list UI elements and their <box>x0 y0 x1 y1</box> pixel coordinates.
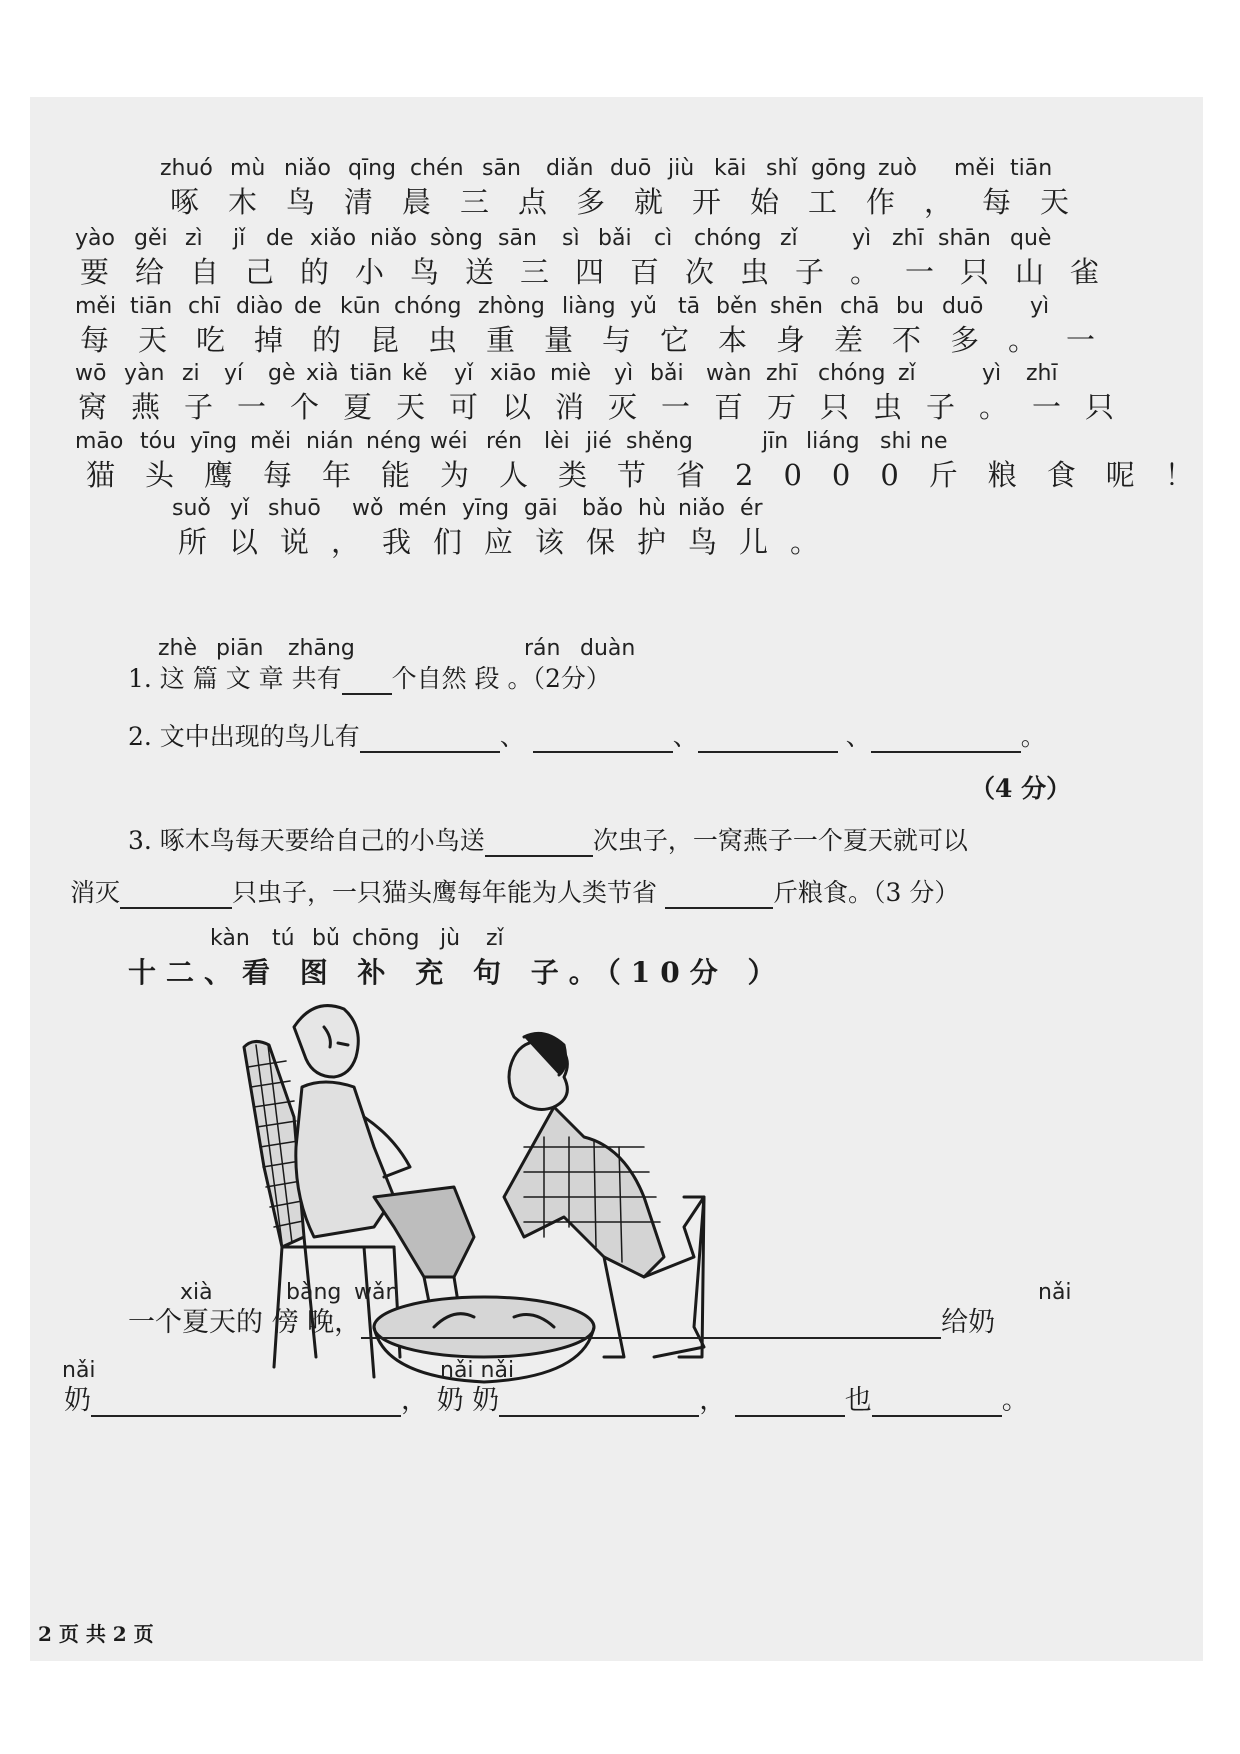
pinyin: sì <box>562 226 580 251</box>
pinyin: qīng <box>348 156 396 181</box>
pinyin: wǎn <box>354 1280 400 1305</box>
pinyin: shuō <box>268 496 321 521</box>
q2-separator: 、 <box>672 722 698 751</box>
pinyin: duō <box>610 156 652 181</box>
pinyin: xià <box>180 1280 213 1305</box>
passage-line-1: 啄木鸟清晨三点多就开始工作，每天 <box>170 185 1099 219</box>
pinyin: niǎo <box>284 156 331 181</box>
pinyin: piān <box>216 636 264 661</box>
pinyin: tā <box>678 294 701 319</box>
q1-blank[interactable] <box>342 667 392 695</box>
pinyin: mù <box>230 156 266 181</box>
pinyin: de <box>266 226 294 251</box>
pinyin: yào <box>75 226 115 251</box>
pinyin: jǐ <box>233 226 246 251</box>
pinyin: yàn <box>124 361 165 386</box>
fill-blank-4[interactable] <box>735 1389 845 1417</box>
q2-blank-1[interactable] <box>360 725 500 753</box>
pinyin: wō <box>75 361 107 386</box>
pinyin: chōng <box>352 926 420 951</box>
q2-blank-2[interactable] <box>533 725 673 753</box>
pinyin: chā <box>840 294 880 319</box>
pinyin: sān <box>498 226 537 251</box>
pinyin: xiǎo <box>310 226 357 251</box>
pinyin: chóng <box>818 361 886 386</box>
pinyin: jié <box>586 429 612 454</box>
q2-blank-4[interactable] <box>871 725 1021 753</box>
q1-pinyin <box>30 637 1203 661</box>
pinyin: gè <box>268 361 296 386</box>
pinyin: diǎn <box>546 156 594 181</box>
pinyin: bǎi <box>650 361 684 386</box>
passage-line-4: 窝燕子一个夏天可以消灭一百万只虫子。一只 <box>78 390 1139 424</box>
q2-separator: 、 <box>845 722 871 751</box>
pinyin-line-1 <box>30 157 1203 181</box>
pinyin: kě <box>402 361 428 386</box>
pinyin: niǎo <box>678 496 725 521</box>
pinyin: běn <box>716 294 758 319</box>
pinyin: zǐ <box>486 926 504 951</box>
pinyin: zhī <box>1026 361 1058 386</box>
pinyin: měi <box>250 429 292 454</box>
pinyin: nǎi nǎi <box>440 1358 515 1383</box>
pinyin: zhī <box>766 361 798 386</box>
pinyin: duàn <box>580 636 636 661</box>
pinyin: māo <box>75 429 124 454</box>
pinyin: yīng <box>190 429 238 454</box>
pinyin: què <box>1010 226 1052 251</box>
fill-sentence-line-2 <box>64 1385 1029 1417</box>
pinyin: lèi <box>544 429 570 454</box>
grandma-foot-wash-illustration <box>224 997 784 1417</box>
q3-blank-1[interactable] <box>485 829 593 857</box>
pinyin: zhè <box>158 636 198 661</box>
pinyin: liáng <box>806 429 860 454</box>
fill-blank-1[interactable] <box>361 1311 941 1339</box>
pinyin-line-5 <box>30 430 1203 454</box>
pinyin: duō <box>942 294 984 319</box>
question-3-line-1 <box>128 825 968 857</box>
pinyin-line-3 <box>30 295 1203 319</box>
pinyin: de <box>294 294 322 319</box>
fill-pinyin-2 <box>30 1359 1203 1383</box>
q3-text: 只虫子，一只猫头鹰每年能为人类节省 <box>232 878 658 907</box>
worksheet-page <box>30 97 1224 1661</box>
q3-text: 次虫子，一窝燕子一个夏天就可以 <box>592 826 968 855</box>
q1-text: 1. 这 篇 文 章 共有 <box>128 664 342 693</box>
pinyin: ne <box>920 429 948 454</box>
fill-blank-5[interactable] <box>872 1389 1002 1417</box>
pinyin: gěi <box>134 226 168 251</box>
fill-text: 也 <box>844 1385 872 1416</box>
q3-text: 3. 啄木鸟每天要给自己的小鸟送 <box>128 826 485 855</box>
pinyin: niǎo <box>370 226 417 251</box>
pinyin: jiù <box>668 156 695 181</box>
question-1 <box>128 663 611 695</box>
pinyin: chén <box>410 156 464 181</box>
pinyin: gāi <box>524 496 558 521</box>
q2-end: 。 <box>1020 722 1046 751</box>
pinyin: wéi <box>430 429 468 454</box>
pinyin: bàng <box>286 1280 342 1305</box>
fill-blank-3[interactable] <box>499 1389 699 1417</box>
fill-text: ， <box>401 1385 428 1416</box>
pinyin: zì <box>185 226 203 251</box>
pinyin: yí <box>224 361 244 386</box>
page-footer: 2 页 共 2 页 <box>38 1622 154 1646</box>
q1-text-end: 个自然 段 。（2分） <box>391 664 611 693</box>
fill-text: 给奶 <box>941 1307 996 1338</box>
pinyin: xià <box>306 361 339 386</box>
pinyin: yǔ <box>630 294 657 319</box>
pinyin: miè <box>550 361 592 386</box>
pinyin: yǐ <box>454 361 474 386</box>
pinyin: yì <box>1030 294 1050 319</box>
fill-text: 奶 奶 <box>436 1385 500 1416</box>
fill-text: 一个夏天的 傍 晚， <box>128 1307 362 1338</box>
pinyin: wàn <box>706 361 752 386</box>
pinyin: sòng <box>430 226 483 251</box>
pinyin-line-6 <box>30 497 1203 521</box>
passage-line-3: 每天吃掉的昆虫重量与它本身差不多。一 <box>80 323 1125 357</box>
pinyin: yīng <box>462 496 510 521</box>
pinyin: sān <box>482 156 521 181</box>
pinyin: měi <box>954 156 996 181</box>
pinyin: měi <box>75 294 117 319</box>
pinyin: zhī <box>892 226 924 251</box>
section-12-title: 十二、看 图 补 充 句 子。（10分 ） <box>128 956 786 989</box>
pinyin: shěng <box>626 429 693 454</box>
fill-blank-2[interactable] <box>91 1389 401 1417</box>
pinyin: zuò <box>878 156 917 181</box>
fill-text: ， <box>699 1385 727 1416</box>
q3-text-end: 斤粮食。（3 分） <box>772 878 960 907</box>
pinyin: shēn <box>770 294 823 319</box>
fill-pinyin-1 <box>30 1281 1203 1305</box>
pinyin: yì <box>982 361 1002 386</box>
pinyin: zhòng <box>478 294 545 319</box>
pinyin: nián <box>306 429 354 454</box>
pinyin: nǎi <box>62 1358 96 1383</box>
pinyin: yì <box>852 226 872 251</box>
pinyin: suǒ <box>172 496 211 521</box>
pinyin: gōng <box>811 156 867 181</box>
pinyin: mén <box>398 496 447 521</box>
pinyin: ér <box>740 496 763 521</box>
pinyin: chī <box>188 294 221 319</box>
pinyin: shi <box>880 429 912 454</box>
fill-text: 。 <box>1001 1385 1029 1416</box>
q2-blank-3[interactable] <box>698 725 838 753</box>
pinyin: yì <box>614 361 634 386</box>
passage-line-5: 猫头鹰每年能为人类节省2000斤粮食呢！ <box>86 458 1224 492</box>
passage-line-6: 所以说，我们应该保护鸟儿。 <box>178 525 842 559</box>
fill-text: 奶 <box>64 1385 91 1416</box>
pinyin: zǐ <box>898 361 916 386</box>
pinyin: xiāo <box>490 361 537 386</box>
pinyin: zhuó <box>160 156 213 181</box>
pinyin: kàn <box>210 926 250 951</box>
pinyin: tóu <box>140 429 177 454</box>
question-2 <box>128 721 1046 753</box>
q3-blank-2[interactable] <box>120 881 232 909</box>
pinyin: chóng <box>694 226 762 251</box>
pinyin: shǐ <box>766 156 798 181</box>
pinyin: rén <box>486 429 523 454</box>
pinyin: tiān <box>130 294 173 319</box>
fill-sentence-line-1 <box>128 1307 995 1339</box>
pinyin: wǒ <box>352 496 384 521</box>
pinyin: cì <box>654 226 673 251</box>
passage-line-2: 要给自己的小鸟送三四百次虫子。一只山雀 <box>80 255 1126 289</box>
pinyin-line-4 <box>30 362 1203 386</box>
pinyin: bǎi <box>598 226 632 251</box>
pinyin: zi <box>182 361 200 386</box>
pinyin: tiān <box>1010 156 1053 181</box>
pinyin: kāi <box>714 156 747 181</box>
pinyin: jù <box>440 926 461 951</box>
question-3-line-2 <box>70 877 959 909</box>
pinyin: néng <box>366 429 422 454</box>
q2-score: （4 分） <box>970 774 1072 803</box>
pinyin: chóng <box>394 294 462 319</box>
pinyin: liàng <box>562 294 616 319</box>
pinyin: rán <box>524 636 561 661</box>
q3-blank-3[interactable] <box>665 881 773 909</box>
pinyin: shān <box>938 226 991 251</box>
q3-text: 消灭 <box>70 878 121 907</box>
pinyin: bǎo <box>582 496 623 521</box>
pinyin: zhāng <box>288 636 355 661</box>
pinyin: jīn <box>762 429 789 454</box>
pinyin: hù <box>638 496 666 521</box>
pinyin: diào <box>236 294 284 319</box>
pinyin: tú <box>272 926 295 951</box>
section12-pinyin <box>30 927 1203 951</box>
pinyin-line-2 <box>30 227 1203 251</box>
pinyin: nǎi <box>1038 1280 1072 1305</box>
pinyin: yǐ <box>230 496 250 521</box>
q2-text: 2. 文中出现的鸟儿有 <box>128 722 360 751</box>
pinyin: bu <box>896 294 924 319</box>
q2-separator: 、 <box>499 722 525 751</box>
pinyin: bǔ <box>312 926 340 951</box>
pinyin: kūn <box>340 294 381 319</box>
pinyin: zǐ <box>780 226 798 251</box>
pinyin: tiān <box>350 361 393 386</box>
